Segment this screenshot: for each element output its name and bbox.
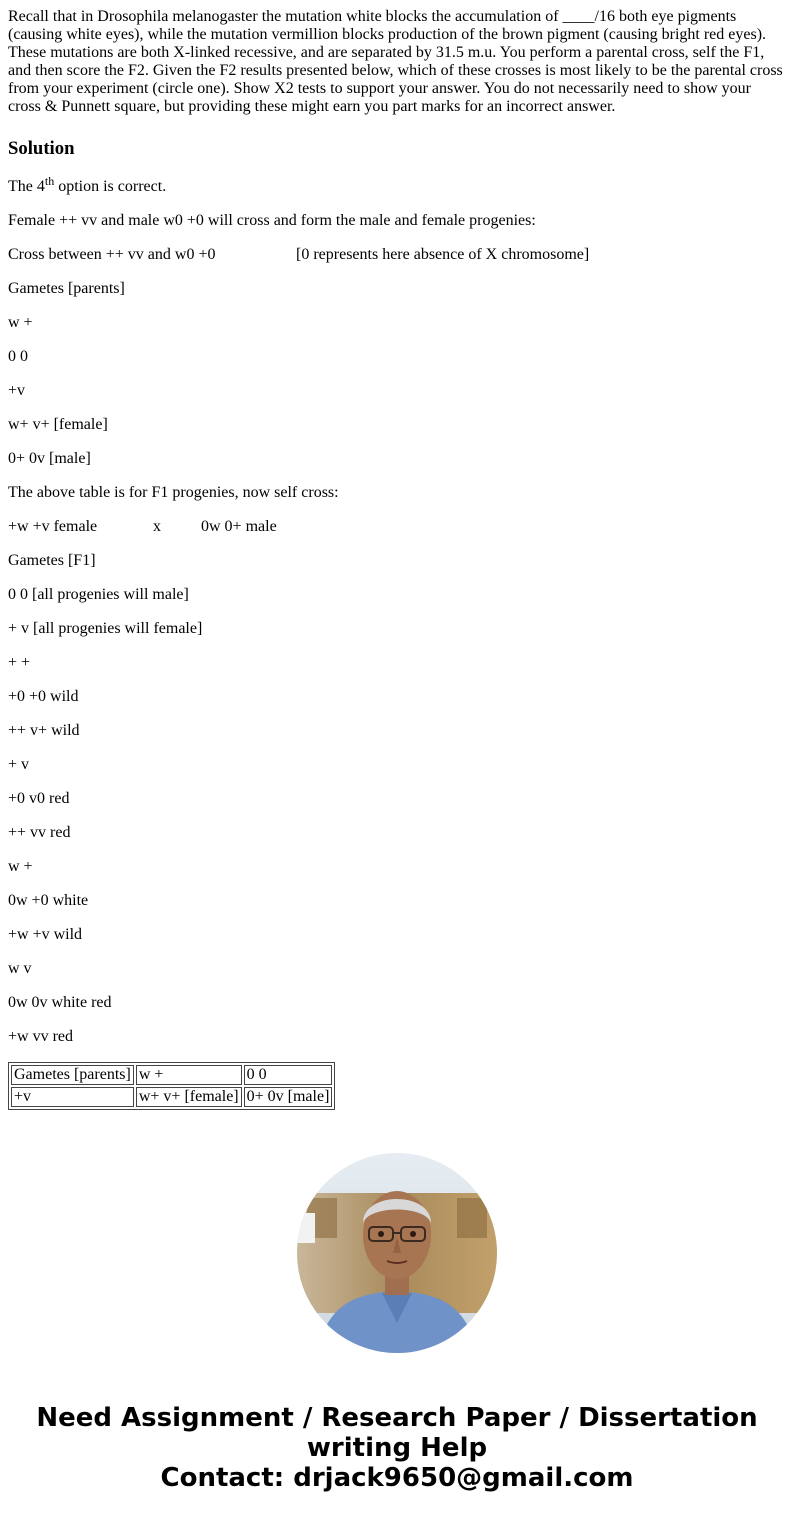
- table-cell: 0+ 0v [male]: [244, 1087, 333, 1107]
- text-line: 0 0: [8, 348, 28, 365]
- text-line: ++ vv red: [8, 824, 71, 841]
- answer-prefix: The 4: [8, 178, 45, 195]
- text-line: + v [all progenies will female]: [8, 620, 203, 637]
- text-line: +w +v wild: [8, 926, 83, 943]
- self-cross-line: [8, 518, 786, 536]
- table-cell: Gametes [parents]: [11, 1065, 134, 1085]
- text-line: Gametes [parents]: [8, 280, 125, 297]
- answer-suffix: option is correct.: [54, 178, 167, 195]
- table-cell: w+ v+ [female]: [136, 1087, 242, 1107]
- table-row: [11, 1065, 332, 1085]
- text-line: + +: [8, 654, 31, 671]
- author-photo: [297, 1153, 497, 1353]
- text-line: w v: [8, 960, 32, 977]
- table-cell: +v: [11, 1087, 134, 1107]
- footer-line: writing Help: [306, 1433, 488, 1463]
- footer-line: Need Assignment / Research Paper / Dissertation: [36, 1403, 758, 1433]
- text-line: 0+ 0v [male]: [8, 450, 91, 467]
- cross-between-note: [0 represents here absence of X chromosome]: [296, 246, 590, 263]
- text-line: Gametes [F1]: [8, 552, 96, 569]
- self-cross-male: 0w 0+ male: [201, 518, 277, 535]
- text-line: ++ v+ wild: [8, 722, 80, 739]
- text-line: 0w +0 white: [8, 892, 89, 909]
- footer-banner: [0, 1403, 794, 1493]
- self-cross-female: +w +v female: [8, 518, 98, 535]
- text-line: w +: [8, 314, 33, 331]
- text-line: +w vv red: [8, 1028, 74, 1045]
- answer-superscript: th: [44, 174, 55, 188]
- gametes-table: [8, 1062, 335, 1110]
- footer-contact: Contact: drjack9650@gmail.com: [160, 1463, 634, 1493]
- text-line: +v: [8, 382, 26, 399]
- text-line: 0 0 [all progenies will male]: [8, 586, 189, 603]
- table-cell: 0 0: [244, 1065, 333, 1085]
- answer-line: [8, 174, 786, 196]
- text-line: + v: [8, 756, 30, 773]
- self-cross-x: x: [153, 518, 161, 535]
- cross-intro: Female ++ vv and male w0 +0 will cross and form the male and female progenies:: [8, 212, 536, 229]
- text-line: +0 +0 wild: [8, 688, 79, 705]
- question-text: Recall that in Drosophila melanogaster the mutation white blocks the accumulation of ____/16 both eye pigments (causing white eyes), while the mutation vermillion blocks production of the brown pigment (causing bright red eyes). These mutations are both X-linked recessive, and are separated by 31.5 m.u. You perform a parental cross, self the F1, and then score the F2. Given the F2 results presented below, which of these crosses is most likely to be the parental cross from your experiment (circle one). Show X2 tests to support your answer. You do not necessarily need to show your cross & Punnett square, but providing these might earn you part marks for an incorrect answer.: [8, 8, 783, 115]
- text-line: +0 v0 red: [8, 790, 70, 807]
- cross-between-line: [8, 246, 786, 264]
- table-cell: w +: [136, 1065, 242, 1085]
- cross-between-text: Cross between ++ vv and w0 +0: [8, 246, 216, 263]
- text-line: w +: [8, 858, 33, 875]
- portrait-image: [297, 1153, 497, 1353]
- text-line: 0w 0v white red: [8, 994, 112, 1011]
- solution-heading: Solution: [8, 138, 75, 159]
- text-line: The above table is for F1 progenies, now self cross:: [8, 484, 339, 501]
- table-row: [11, 1087, 332, 1107]
- text-line: w+ v+ [female]: [8, 416, 108, 433]
